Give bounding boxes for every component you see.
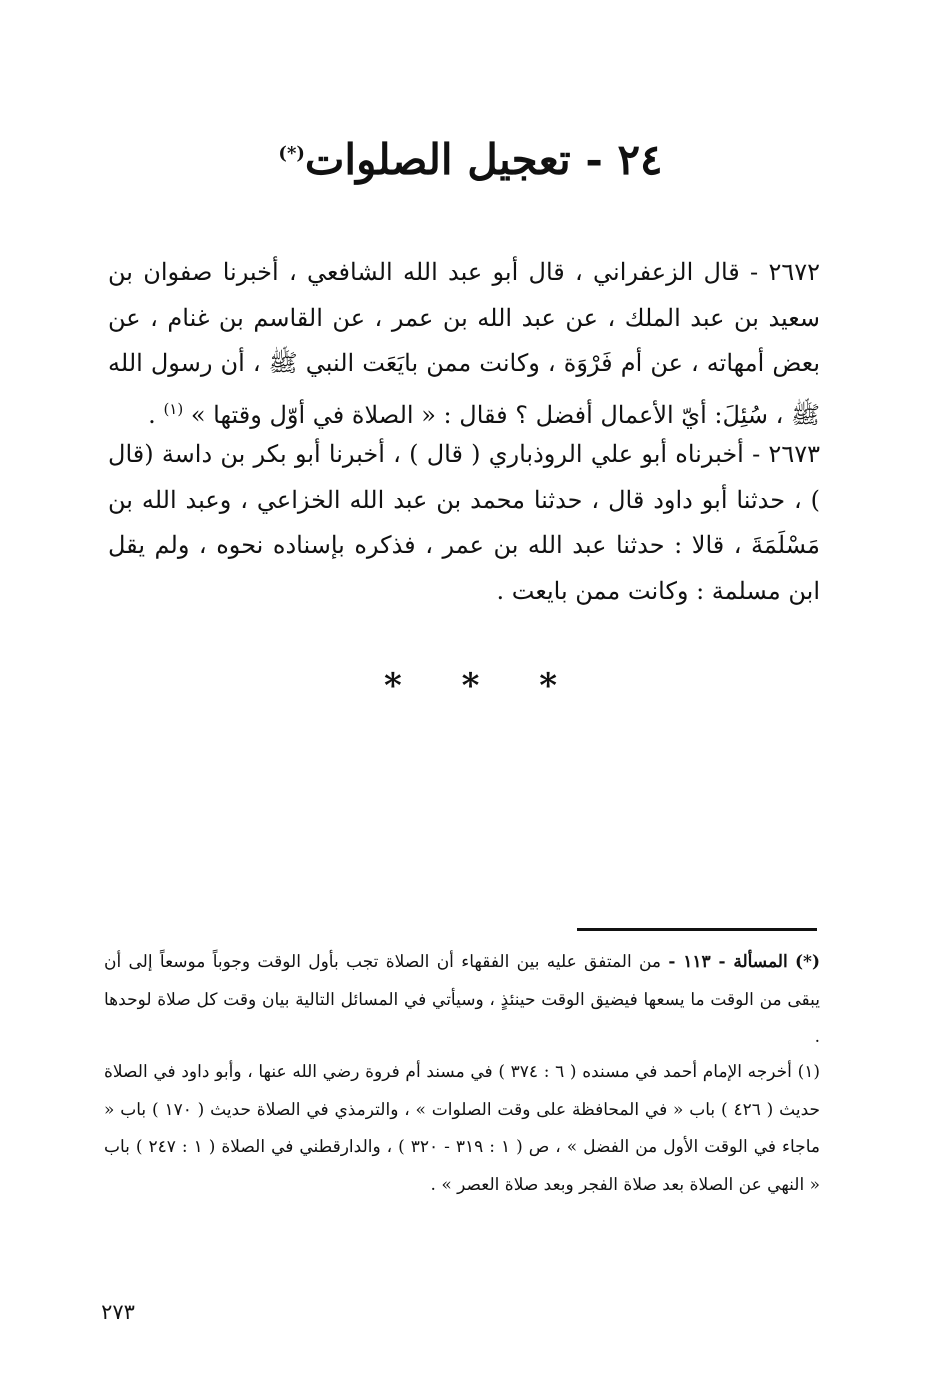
- page-number: ٢٧٣: [101, 1300, 135, 1324]
- hadith-2673: [108, 432, 820, 614]
- separator-star: *: [383, 666, 402, 706]
- footnote-marker: (*): [795, 952, 820, 972]
- chapter-title-text: تعجيل الصلوات: [304, 135, 571, 184]
- footnote-star: [104, 944, 820, 1057]
- hadith-text: - أخبرناه أبو علي الروذباري ( قال ) ، أخبرنا أبو بكر بن داسة (قال ) ، حدثنا أبو داود قال ، حدثنا محمد بن عبد الله الخزاعي ، وعبد الله بن مَسْلَمَةَ ، قالا : حدثنا عبد الله بن عمر ، فذكره بإسناده نحوه ، ولم يقل ابن مسلمة : وكانت ممن بايعت .: [108, 440, 821, 605]
- hadith-text: - قال الزعفراني ، قال أبو عبد الله الشافعي ، أخبرنا صفوان بن سعيد بن عبد الملك ، عن عبد الله بن عمر ، عن القاسم بن غنام ، عن بعض أمهاته ، عن أم فَرْوَة ، وكانت ممن بايَعَت النبي ﷺ ، أن رسول الله ﷺ ، سُئِلَ: أيّ الأعمال أفضل ؟ فقال : « الصلاة في أوّل وقتها »: [108, 258, 820, 429]
- hadith-number: ٢٦٧٣: [768, 440, 820, 468]
- footnote-text: أخرجه الإمام أحمد في مسنده ( ٦ : ٣٧٤ ) في مسند أم فروة رضي الله عنها ، وأبو داود في الصلاة حديث ( ٤٢٦ ) باب « في المحافظة على وقت الصلوات » ، والترمذي في الصلاة حديث ( ١٧٠ ) باب « ماجاء في الوقت الأول من الفضل » ، ص ( ١ : ٣١٩ - ٣٢٠ ) ، والدارقطني في الصلاة ( ١ : ٢٤٧ ) باب « النهي عن الصلاة بعد صلاة الفجر وبعد صلاة العصر » .: [104, 1062, 820, 1195]
- separator-star: *: [539, 666, 558, 706]
- section-separator: [0, 666, 941, 706]
- footnote-label: المسألة - ١١٣ -: [668, 952, 788, 972]
- chapter-dash: -: [585, 135, 603, 184]
- chapter-footnote-marker: (*): [278, 143, 305, 164]
- separator-star: *: [461, 666, 480, 706]
- hadith-2672: [108, 250, 820, 438]
- footnote-1: [104, 1054, 820, 1204]
- hadith-end: .: [148, 400, 156, 429]
- footnote-text: من المتفق عليه بين الفقهاء أن الصلاة تجب بأول الوقت وجوباً موسعاً إلى أن يبقى من الوقت ما يسعها فيضيق الوقت حينئذٍ ، وسيأتي في المسائل التالية بيان وقت كل صلاة لوحدها .: [104, 952, 820, 1047]
- footnote-reference: (١): [163, 399, 184, 418]
- chapter-number: ٢٤: [617, 135, 663, 184]
- chapter-title: [0, 124, 941, 190]
- footnote-divider: [577, 928, 817, 931]
- footnote-marker: (١): [797, 1062, 821, 1082]
- hadith-number: ٢٦٧٢: [768, 258, 820, 286]
